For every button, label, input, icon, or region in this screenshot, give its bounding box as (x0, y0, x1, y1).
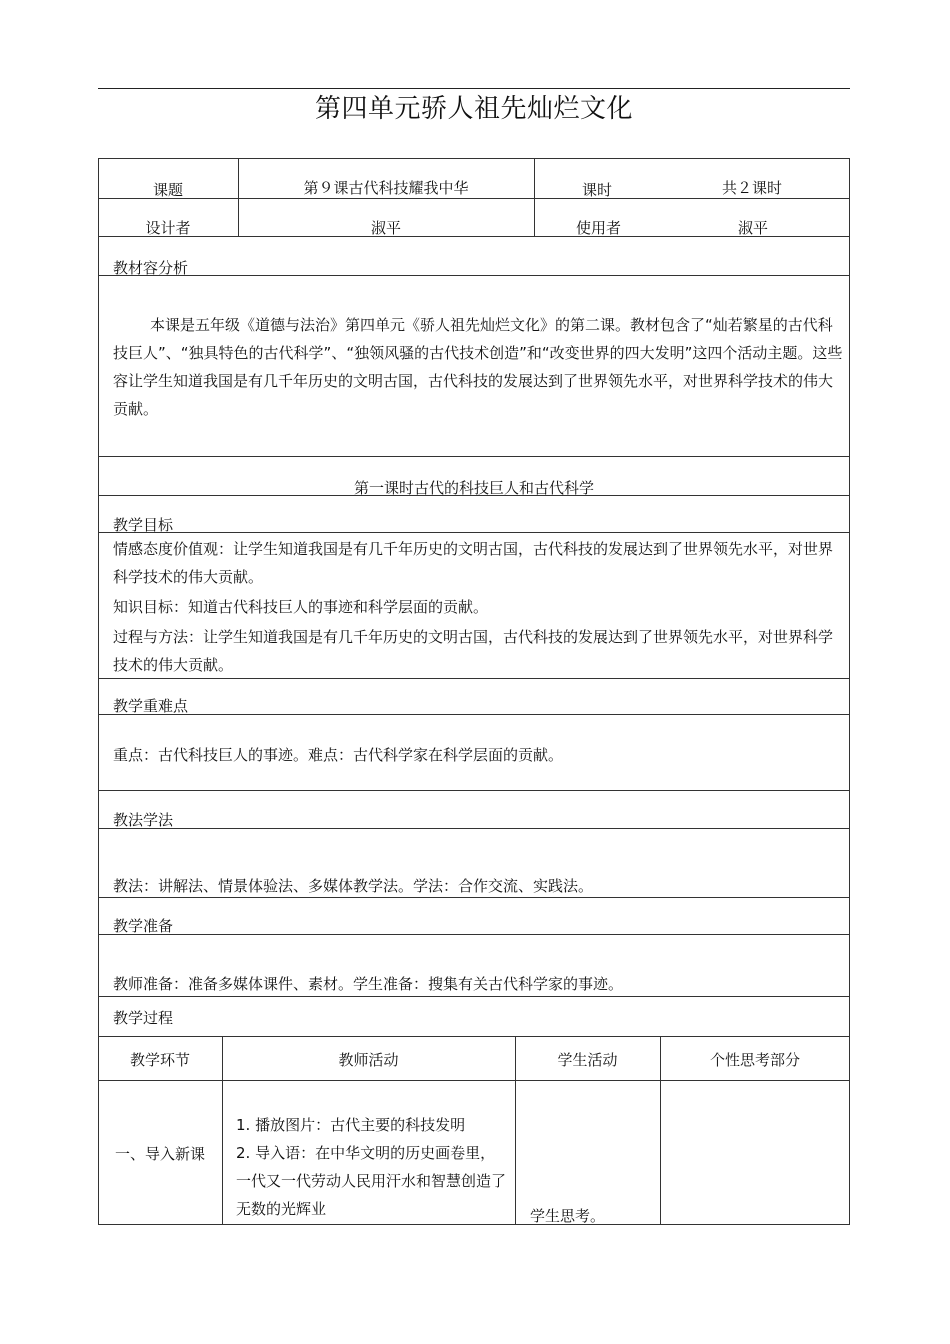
objectives-label: 教学目标 (113, 516, 174, 534)
row-divider (98, 897, 850, 898)
process-label: 教学过程 (113, 1009, 174, 1027)
user-label: 使用者 (576, 219, 622, 237)
hours-value: 共２课时 (722, 179, 783, 197)
preparation-label: 教学准备 (113, 917, 174, 935)
col-header-student: 学生活动 (557, 1051, 618, 1069)
designer-value: 淑平 (370, 219, 401, 237)
analysis-text: 本课是五年级《道德与法治》第四单元《骄人祖先灿烂文化》的第二课。教材包含了“灿若繁星的古代科技巨人”、“独具特色的古代科学”、“独领风骚的古代技术创造”和“改变世界的四大发明”这四个活动主题。这些容让学生知道我国是有几千年历史的文明古国，古代科技的发展达到了世界领先水平，对世界科学技术的伟大贡献。 (113, 316, 843, 418)
keypoints-label: 教学重难点 (113, 697, 189, 715)
analysis-label: 教材容分析 (113, 259, 189, 277)
topic-value: 第９课古代科技耀我中华 (303, 179, 469, 197)
designer-label: 设计者 (145, 219, 191, 237)
col-header-stage: 教学环节 (129, 1051, 190, 1069)
row-divider (98, 1036, 850, 1037)
methods-text: 教法：讲解法、情景体验法、多媒体教学法。学法：合作交流、实践法。 (113, 877, 594, 895)
objective-process: 过程与方法：让学生知道我国是有几千年历史的文明古国，古代科技的发展达到了世界领先水平，对世界科学技术的伟大贡献。 (113, 628, 834, 674)
table-bottom (98, 1224, 850, 1225)
stage-intro: 一、导入新课 (114, 1145, 205, 1163)
topic-label: 课题 (152, 181, 183, 199)
objective-knowledge: 知识目标：知道古代科技巨人的事迹和科学层面的贡献。 (113, 598, 489, 616)
row-divider (98, 456, 850, 457)
hours-label: 课时 (582, 181, 613, 199)
page-title: 第四单元骄人祖先灿烂文化 (314, 94, 633, 124)
top-rule (98, 88, 850, 89)
col-divider (534, 158, 535, 236)
teacher-activity-1: 1. 播放图片：古代主要的科技发明 (236, 1116, 466, 1134)
row-divider (98, 532, 850, 533)
keypoints-text: 重点：古代科技巨人的事迹。难点：古代科学家在科学层面的贡献。 (113, 746, 564, 764)
row-divider (98, 275, 850, 276)
methods-label: 教法学法 (113, 811, 174, 829)
row-divider (98, 714, 850, 715)
objective-emotion: 情感态度价值观：让学生知道我国是有几千年历史的文明古国，古代科技的发展达到了世界领先水平，对世界科学技术的伟大贡献。 (113, 540, 834, 586)
row-divider (98, 790, 850, 791)
row-divider (98, 934, 850, 935)
preparation-text: 教师准备：准备多媒体课件、素材。学生准备：搜集有关古代科学家的事迹。 (113, 975, 624, 993)
col-header-reflection: 个性思考部分 (709, 1051, 800, 1069)
lesson-title: 第一课时古代的科技巨人和古代科学 (353, 479, 594, 497)
student-activity: 学生思考。 (530, 1207, 606, 1225)
col-header-teacher: 教师活动 (338, 1051, 399, 1069)
row-divider (98, 828, 850, 829)
row-divider (98, 996, 850, 997)
user-value: 淑平 (738, 219, 769, 237)
teacher-activity-2: 2. 导入语：在中华文明的历史画卷里，一代又一代劳动人民用汗水和智慧创造了无数的光辉业 (236, 1144, 507, 1218)
row-divider (98, 1080, 850, 1081)
